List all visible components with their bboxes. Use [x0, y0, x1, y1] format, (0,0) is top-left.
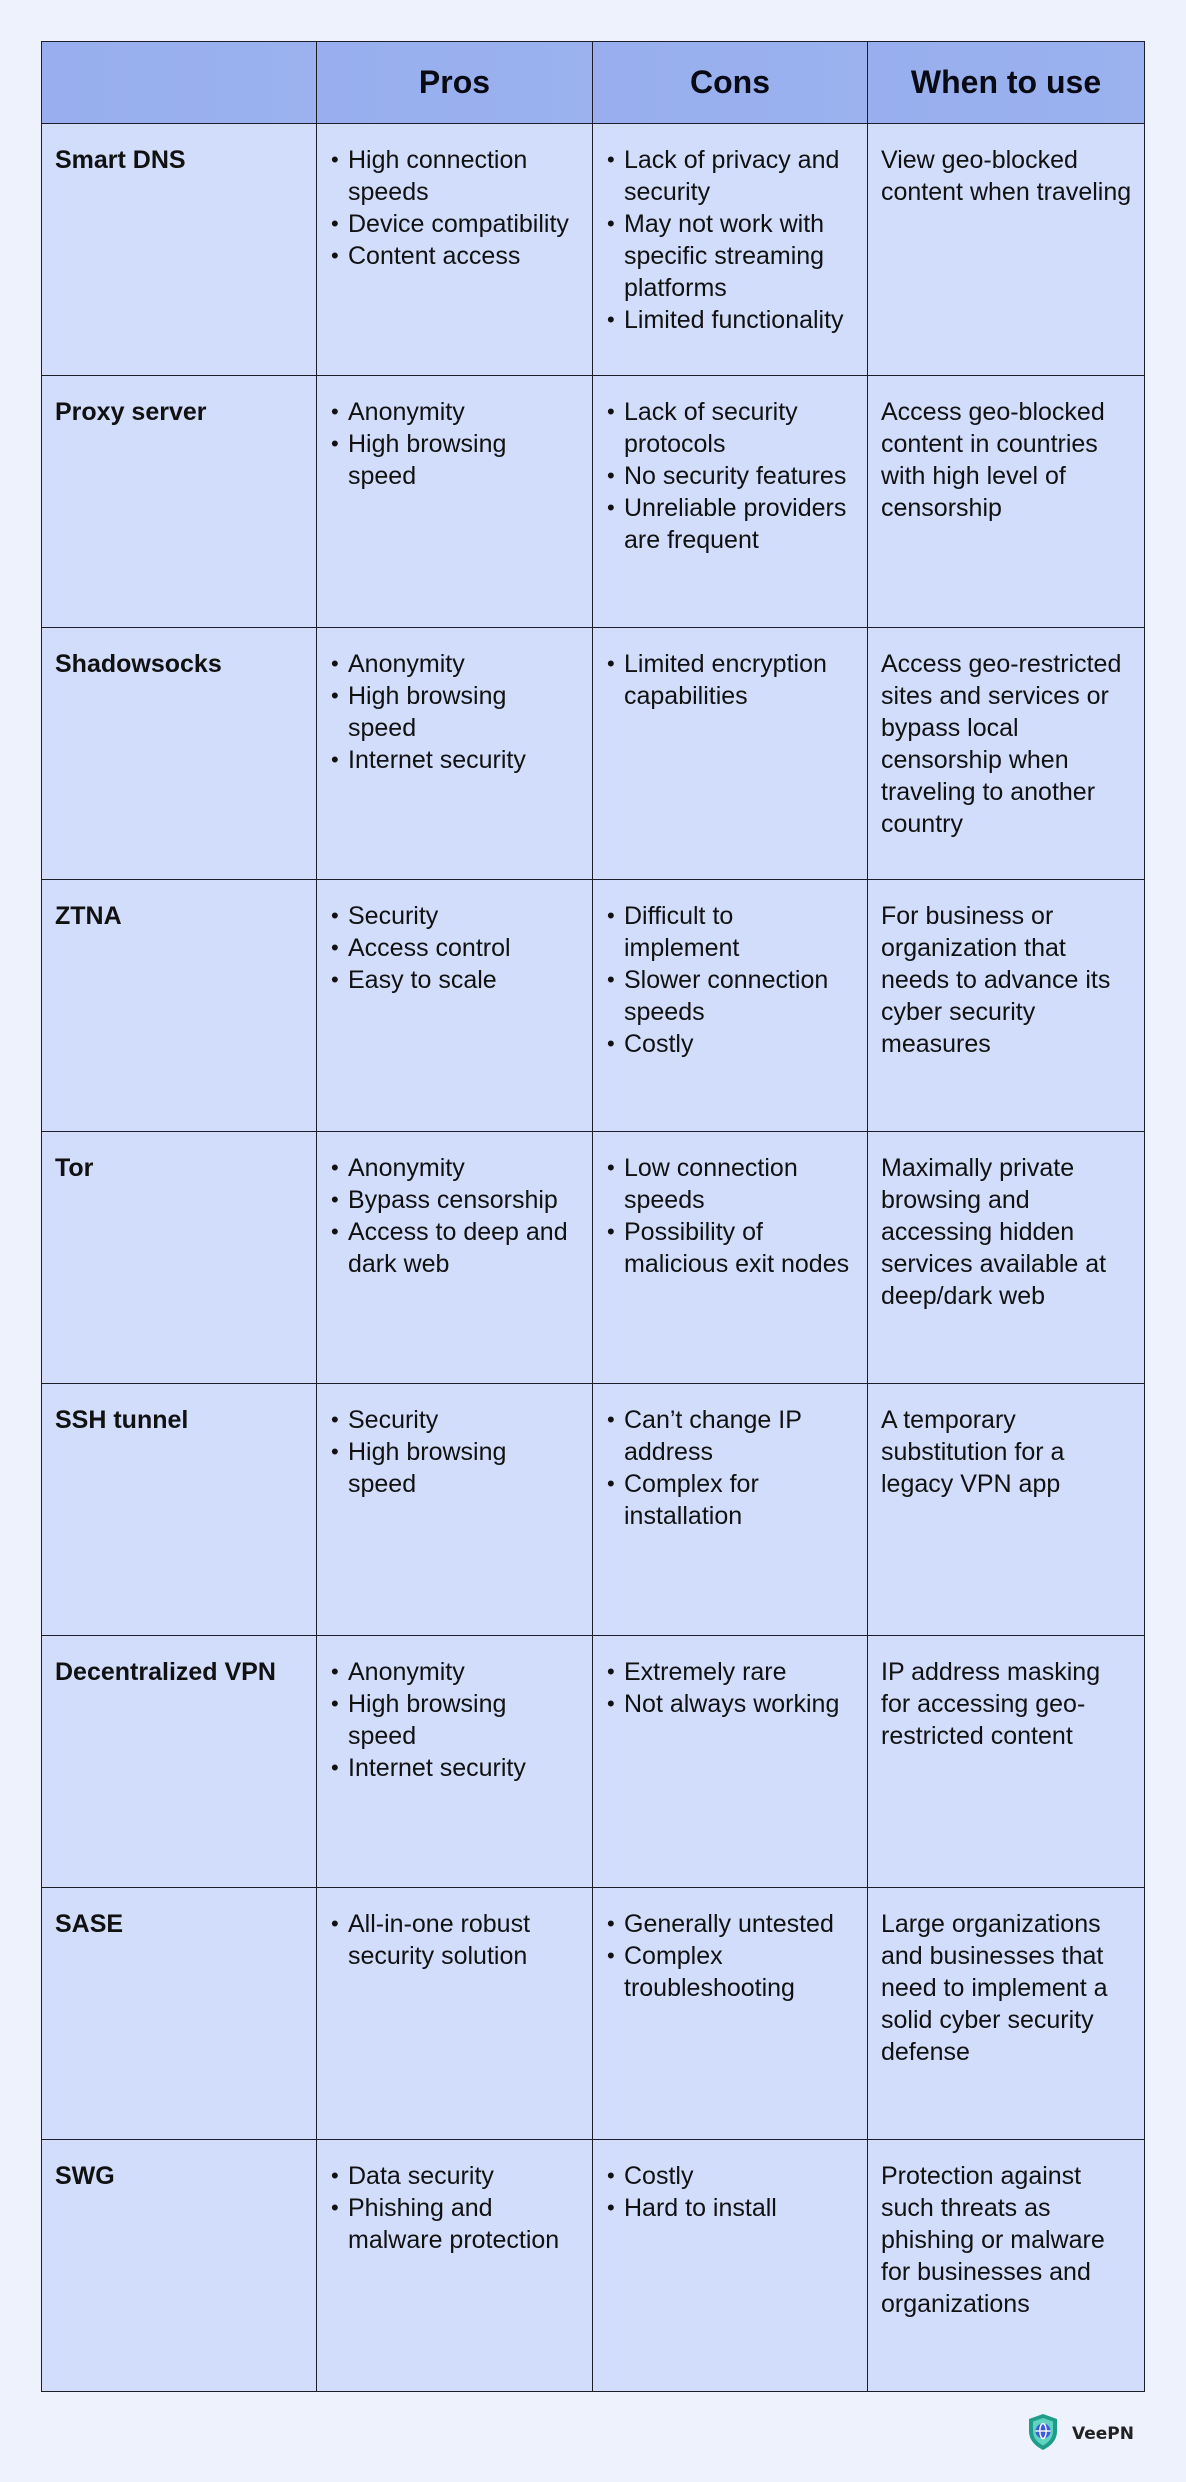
- row-technology-name: ZTNA: [42, 880, 317, 1132]
- row-cons-cell: [593, 2140, 868, 2392]
- cons-list-item: • Complex for installation: [606, 1468, 855, 1532]
- header-row: [42, 42, 1145, 124]
- row-when-to-use-cell: Large organizations and businesses that need to implement a solid cyber security defense: [868, 1888, 1145, 2140]
- cons-list-item: • Slower connection speeds: [606, 964, 855, 1028]
- cons-list-item: • Difficult to implement: [606, 900, 855, 964]
- table-row: [42, 628, 1145, 880]
- pros-list-item: • High browsing speed: [330, 428, 580, 492]
- pros-list: [330, 1908, 580, 1972]
- cons-list-item: • Limited functionality: [606, 304, 855, 336]
- pros-list-item: • Security: [330, 1404, 580, 1436]
- row-technology-name: SSH tunnel: [42, 1384, 317, 1636]
- row-technology-name: Tor: [42, 1132, 317, 1384]
- row-technology-name: Proxy server: [42, 376, 317, 628]
- cons-list: [606, 900, 855, 1060]
- row-pros-cell: [317, 124, 593, 376]
- cons-list: [606, 1404, 855, 1532]
- pros-list-item: • Data security: [330, 2160, 580, 2192]
- cons-list-item: • Lack of privacy and security: [606, 144, 855, 208]
- cons-list-item: • Limited encryption capabilities: [606, 648, 855, 712]
- pros-list-item: • Security: [330, 900, 580, 932]
- pros-list-item: • Anonymity: [330, 1656, 580, 1688]
- row-technology-name: Smart DNS: [42, 124, 317, 376]
- pros-list: [330, 648, 580, 776]
- pros-list-item: • High browsing speed: [330, 1688, 580, 1752]
- pros-list-item: • Anonymity: [330, 396, 580, 428]
- row-cons-cell: [593, 376, 868, 628]
- table-row: [42, 1384, 1145, 1636]
- row-pros-cell: [317, 1132, 593, 1384]
- shield-globe-icon: [1026, 2412, 1060, 2457]
- header-cons: Cons: [593, 42, 868, 124]
- row-when-to-use-cell: Maximally private browsing and accessing hidden services available at deep/dark web: [868, 1132, 1145, 1384]
- row-when-to-use-cell: IP address masking for accessing geo-restricted content: [868, 1636, 1145, 1888]
- row-when-to-use-cell: Access geo-blocked content in countries with high level of censorship: [868, 376, 1145, 628]
- pros-list: [330, 2160, 580, 2256]
- cons-list: [606, 2160, 855, 2224]
- cons-list-item: • Hard to install: [606, 2192, 855, 2224]
- pros-list-item: • High browsing speed: [330, 680, 580, 744]
- row-when-to-use-cell: View geo-blocked content when traveling: [868, 124, 1145, 376]
- cons-list-item: • Complex troubleshooting: [606, 1940, 855, 2004]
- header-pros: Pros: [317, 42, 593, 124]
- cons-list-item: • Possibility of malicious exit nodes: [606, 1216, 855, 1280]
- table-body: [42, 124, 1145, 2392]
- cons-list-item: • Costly: [606, 1028, 855, 1060]
- row-technology-name: SASE: [42, 1888, 317, 2140]
- cons-list-item: • May not work with specific streaming platforms: [606, 208, 855, 304]
- row-pros-cell: [317, 1888, 593, 2140]
- row-pros-cell: [317, 376, 593, 628]
- pros-list-item: • Device compatibility: [330, 208, 580, 240]
- row-cons-cell: [593, 124, 868, 376]
- pros-list-item: • Internet security: [330, 1752, 580, 1784]
- row-cons-cell: [593, 1384, 868, 1636]
- cons-list-item: • Extremely rare: [606, 1656, 855, 1688]
- pros-list: [330, 1656, 580, 1784]
- cons-list: [606, 1908, 855, 2004]
- cons-list: [606, 144, 855, 336]
- cons-list-item: • Can’t change IP address: [606, 1404, 855, 1468]
- row-cons-cell: [593, 1636, 868, 1888]
- header-corner: [42, 42, 317, 124]
- pros-list-item: • Easy to scale: [330, 964, 580, 996]
- pros-list-item: • Anonymity: [330, 1152, 580, 1184]
- pros-list-item: • High connection speeds: [330, 144, 580, 208]
- table-row: [42, 1132, 1145, 1384]
- row-pros-cell: [317, 2140, 593, 2392]
- brand-logo: [1026, 2414, 1134, 2454]
- header-when-to-use: When to use: [868, 42, 1145, 124]
- pros-list-item: • Internet security: [330, 744, 580, 776]
- pros-list-item: • High browsing speed: [330, 1436, 580, 1500]
- cons-list-item: • Lack of security protocols: [606, 396, 855, 460]
- cons-list-item: • Not always working: [606, 1688, 855, 1720]
- table-row: [42, 124, 1145, 376]
- pros-list: [330, 1404, 580, 1500]
- pros-list: [330, 900, 580, 996]
- cons-list: [606, 1656, 855, 1720]
- pros-list-item: • All-in-one robust security solution: [330, 1908, 580, 1972]
- pros-list-item: • Access to deep and dark web: [330, 1216, 580, 1280]
- row-technology-name: SWG: [42, 2140, 317, 2392]
- row-cons-cell: [593, 1888, 868, 2140]
- cons-list-item: • Costly: [606, 2160, 855, 2192]
- cons-list-item: • No security features: [606, 460, 855, 492]
- row-technology-name: Decentralized VPN: [42, 1636, 317, 1888]
- row-when-to-use-cell: A temporary substitution for a legacy VPN app: [868, 1384, 1145, 1636]
- pros-list-item: • Anonymity: [330, 648, 580, 680]
- row-cons-cell: [593, 628, 868, 880]
- pros-list: [330, 396, 580, 492]
- pros-list: [330, 1152, 580, 1280]
- pros-list-item: • Phishing and malware protection: [330, 2192, 580, 2256]
- row-technology-name: Shadowsocks: [42, 628, 317, 880]
- row-pros-cell: [317, 880, 593, 1132]
- pros-list-item: • Bypass censorship: [330, 1184, 580, 1216]
- row-pros-cell: [317, 1636, 593, 1888]
- row-when-to-use-cell: For business or organization that needs to advance its cyber security measures: [868, 880, 1145, 1132]
- row-when-to-use-cell: Protection against such threats as phishing or malware for businesses and organizations: [868, 2140, 1145, 2392]
- pros-list-item: • Access control: [330, 932, 580, 964]
- row-cons-cell: [593, 880, 868, 1132]
- cons-list: [606, 1152, 855, 1280]
- cons-list-item: • Generally untested: [606, 1908, 855, 1940]
- cons-list-item: • Unreliable providers are frequent: [606, 492, 855, 556]
- row-when-to-use-cell: Access geo-restricted sites and services or bypass local censorship when traveling to another country: [868, 628, 1145, 880]
- table-row: [42, 1888, 1145, 2140]
- pros-list-item: • Content access: [330, 240, 580, 272]
- table-row: [42, 376, 1145, 628]
- pros-list: [330, 144, 580, 272]
- table-row: [42, 1636, 1145, 1888]
- brand-name: VeePN: [1072, 2424, 1134, 2444]
- table-row: [42, 2140, 1145, 2392]
- row-pros-cell: [317, 628, 593, 880]
- table-row: [42, 880, 1145, 1132]
- cons-list: [606, 396, 855, 556]
- comparison-table: [41, 41, 1145, 2392]
- cons-list: [606, 648, 855, 712]
- row-cons-cell: [593, 1132, 868, 1384]
- cons-list-item: • Low connection speeds: [606, 1152, 855, 1216]
- row-pros-cell: [317, 1384, 593, 1636]
